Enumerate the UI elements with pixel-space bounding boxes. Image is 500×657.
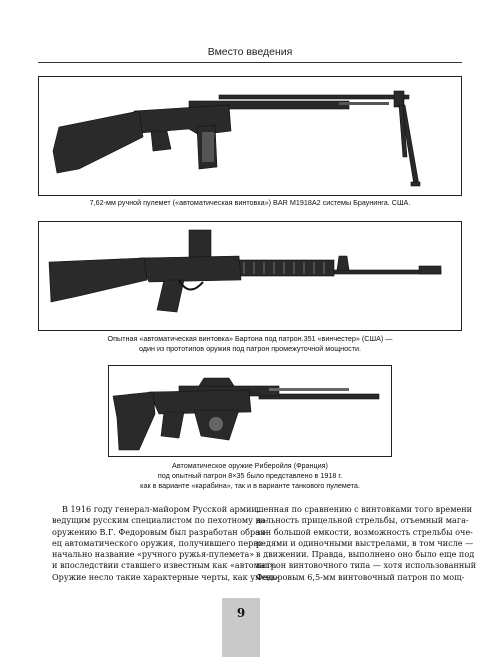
body-line: редями и одиночными выстрелами, в том числе — (256, 537, 474, 548)
barton-automatic-rifle-photo (39, 222, 461, 330)
body-line: В 1916 году генерал-майором Русской армии, (62, 504, 260, 514)
body-line: ец автоматического оружия, получившего перво- (52, 537, 266, 548)
figure-3-caption-line-2: под опытный патрон 8×35 было представлено в 1918 г. (157, 471, 343, 480)
figure-1-frame (38, 76, 462, 196)
page-number: 9 (236, 606, 246, 620)
browning-bar-m1918a2-photo (39, 77, 461, 195)
body-line: Оружие несло такие характерные черты, как умень- (52, 571, 279, 582)
body-line: ведущим русским специалистом по пехотному во- (52, 515, 268, 526)
figure-3-caption-line-3: как в варианте «карабина», так и в варианте танкового пулемета. (140, 481, 360, 490)
body-line: шенная по сравнению с винтовками того времени (256, 504, 473, 514)
figure-2-frame (38, 221, 462, 331)
body-line: Федоровым 6,5-мм винтовочный патрон по мощ- (256, 571, 465, 582)
figure-2-caption-line-1: Опытная «автоматическая винтовка» Бартона под патрон.351 «винчестер» (США) — (107, 334, 393, 343)
body-line: и впоследствии ставшего известным как «автомат». (52, 560, 277, 571)
body-line: начально название «ручного ружья-пулемета» (52, 549, 255, 560)
header-rule (38, 62, 462, 63)
body-line: дальность прицельной стрельбы, отъемный мага- (256, 515, 469, 526)
figure-3-frame (108, 365, 392, 457)
running-header: Вместо введения (207, 46, 293, 58)
body-line: в движении. Правда, выполнено оно было еще под (256, 549, 475, 560)
ribeyrolles-automatic-carbine-photo (109, 366, 391, 456)
body-column-right (256, 504, 477, 583)
body-column-left (52, 504, 279, 583)
figure-1-caption: 7,62-мм ручной пулемет («автоматическая винтовка») BAR M1918A2 системы Браунинга. США. (89, 198, 411, 207)
body-line: оружению В.Г. Федоровым был разработан образ- (52, 526, 268, 537)
figure-2-caption-line-2: один из прототипов оружия под патрон промежуточной мощности. (138, 344, 362, 353)
figure-3-caption-line-1: Автоматическое оружие Риберойля (Франция) (172, 461, 328, 470)
body-line: патрон винтовочного типа — хотя использованный (256, 560, 477, 571)
body-line: зин большой емкости, возможность стрельбы оче- (256, 526, 473, 537)
